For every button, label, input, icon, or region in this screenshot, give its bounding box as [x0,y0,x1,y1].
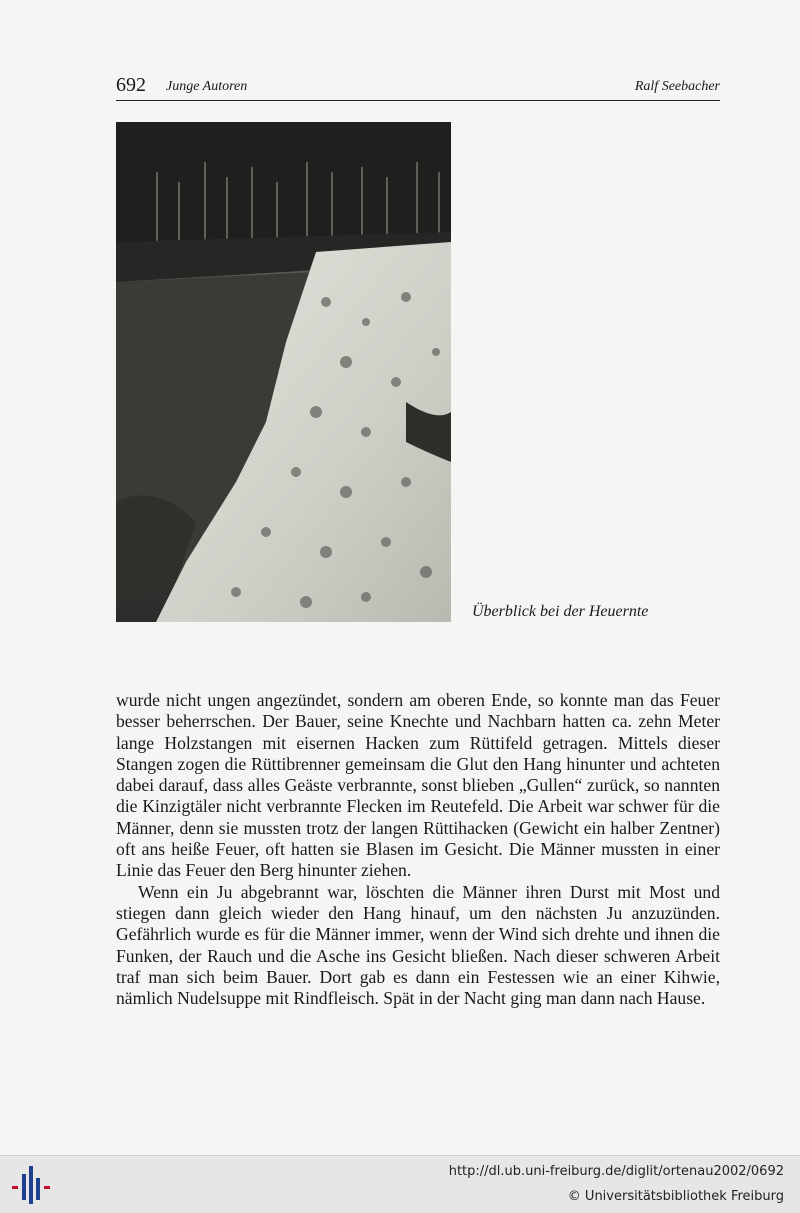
body-text [116,690,720,1009]
series-title: Junge Autoren [166,79,248,94]
page-number: 692 [116,74,146,96]
ub-freiburg-logo-icon[interactable] [10,1164,52,1206]
paragraph: Wenn ein Ju abgebrannt war, löschten die Männer ihren Durst mit Most und stiegen dann gleich wieder den Hang hinauf, um den nächsten Ju anzuzünden. Gefährlich wurde es für die Männer immer, wenn der Wind sich drehte und ihnen die Funken, der Rauch und die Asche ins Gesicht bließen. Nach dieser schweren Arbeit traf man sich beim Bauer. Dort gab es dann ein Festessen wie an einer Kihwie, nämlich Nudelsuppe mit Rindfleisch. Spät in der Nacht ging man dann nach Hause. [116,881,720,1009]
paragraph: wurde nicht ungen angezündet, sondern am oberen Ende, so konnte man das Feuer besser beherrschen. Der Bauer, seine Knechte und Nachbarn hatten ca. zehn Meter lange Holzstangen mit eisernen Hacken zum Rüttifeld getragen. Mittels dieser Stangen zogen die Rüttibrenner gemeinsam die Glut den Hang hinunter und achteten dabei darauf, dass alles Geäste verbrannte, sonst blieben „Gullen“ zurück, so nannten die Kinzigtäler nicht verbrannte Flecken im Reutefeld. Die Arbeit war schwer für die Männer, denn sie mussten trotz der langen Rüttihacken (Gewicht ein halber Zentner) oft ans heiße Feuer, oft hatten sie Blasen im Gesicht. Die Männer mussten in einer Linie das Feuer den Berg hinunter ziehen. [116,690,720,881]
copyright-notice: © Universitätsbibliothek Freiburg [567,1189,784,1204]
running-header [116,74,720,101]
hay-harvest-photo [116,122,451,622]
figure-caption: Überblick bei der Heuernte [472,603,649,620]
viewer-footer [0,1155,800,1213]
author-name: Ralf Seebacher [634,79,720,94]
source-url-link[interactable]: http://dl.ub.uni-freiburg.de/diglit/ortenau2002/0692 [448,1164,784,1179]
